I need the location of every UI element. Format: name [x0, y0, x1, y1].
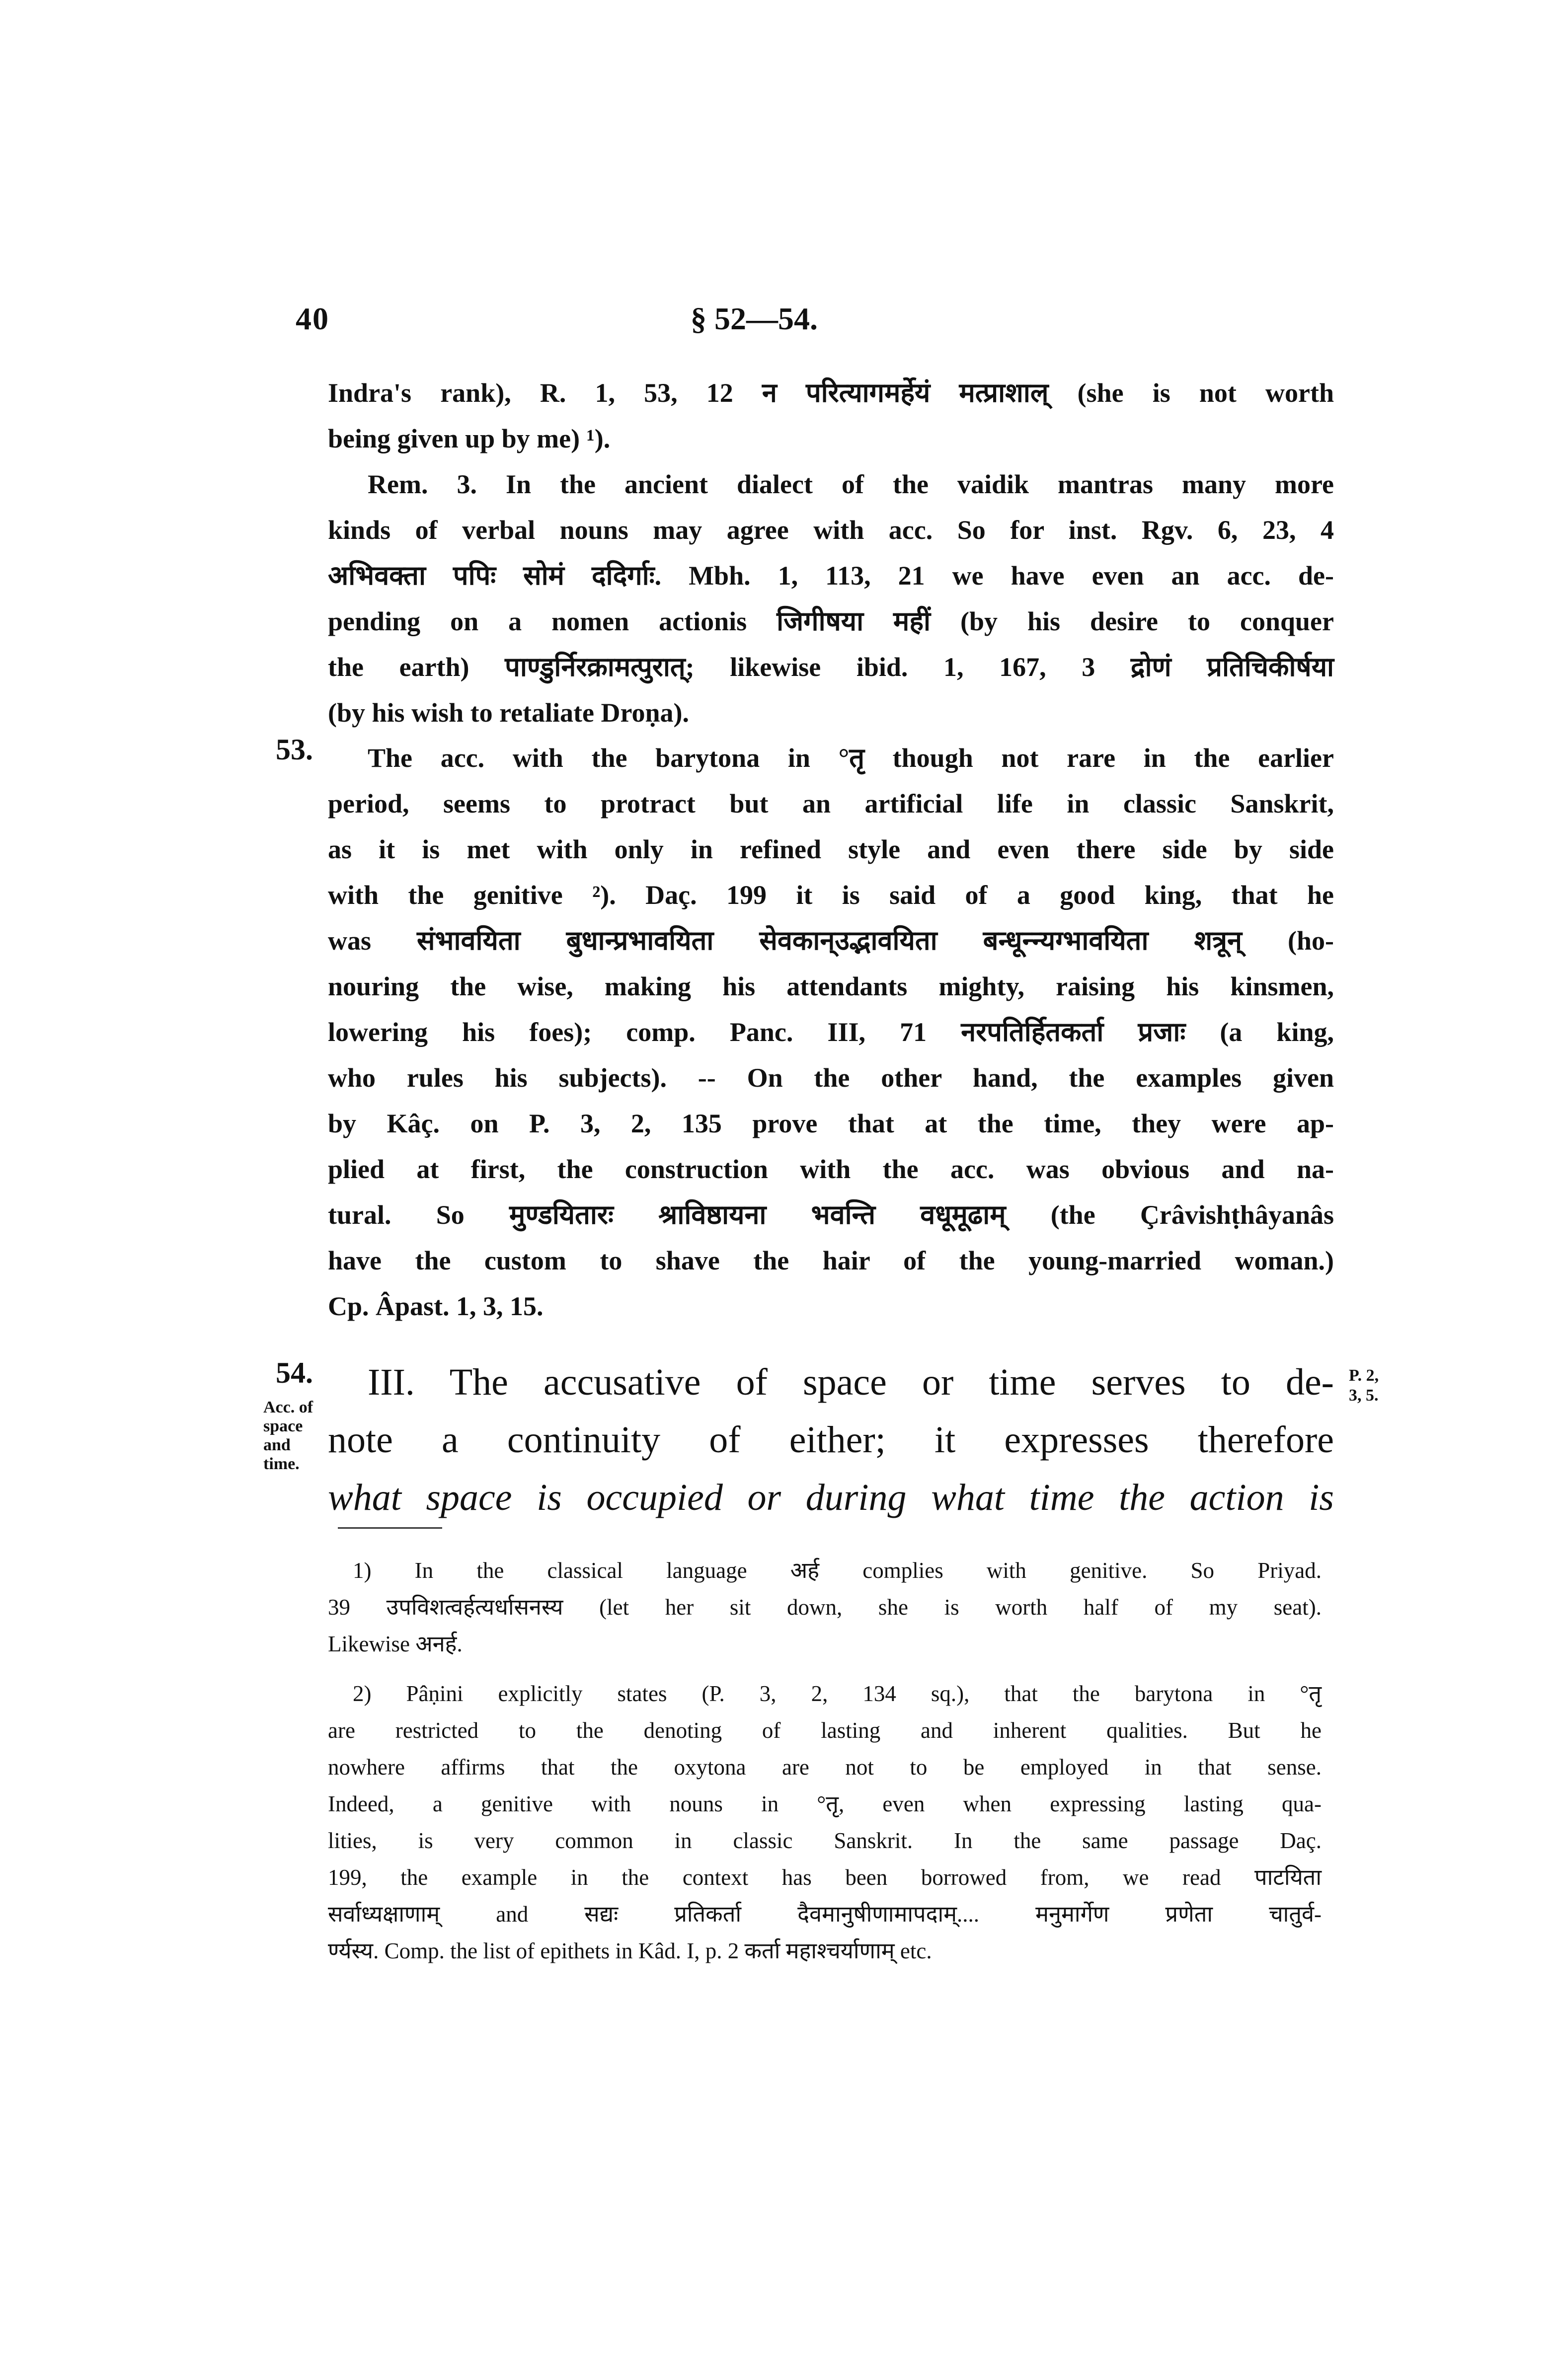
footnote-line: सर्वाध्यक्षाणाम् and सद्यः प्रतिकर्ता दैवमानुषीणामापदाम्.... मनुमार्गेण प्रणेता चातुर्व- — [328, 1902, 1322, 1927]
text-line: kinds of verbal nouns may agree with acc. So for inst. Rgv. 6, 23, 4 — [328, 515, 1334, 545]
margin-note-line: Acc. of — [263, 1398, 313, 1416]
margin-note-line: time. — [263, 1455, 300, 1473]
margin-note-line: space — [263, 1417, 303, 1435]
section-number-53: 53. — [276, 733, 313, 766]
section-header: § 52—54. — [691, 301, 818, 336]
text-line: have the custom to shave the hair of the young-married woman.) — [328, 1246, 1334, 1275]
footnote-line: are restricted to the denoting of lasting and inherent qualities. But he — [328, 1718, 1322, 1743]
paragraph-53 — [328, 735, 1334, 1329]
margin-ref-line: 3, 5. — [1349, 1386, 1379, 1405]
text-line: who rules his subjects). -- On the other hand, the examples given — [328, 1063, 1334, 1093]
text-line: अभिवक्ता पपिः सोमं ददिर्गाः. Mbh. 1, 113, 21 we have even an acc. de- — [328, 561, 1334, 591]
paragraph-54 — [328, 1353, 1334, 1526]
text-line: (by his wish to retaliate Droṇa). — [328, 698, 689, 728]
text-line: The acc. with the barytona in °तृ though not rare in the earlier — [368, 743, 1334, 773]
text-line: note a continuity of either; it expresses therefore — [328, 1419, 1334, 1461]
text-line: Rem. 3. In the ancient dialect of the vaidik mantras many more — [368, 469, 1334, 499]
footnote-line: Likewise अनर्ह. — [328, 1632, 463, 1656]
text-line: was संभावयिता बुधान्प्रभावयिता सेवकान्उद्भावयिता बन्धून्न्यग्भावयिता शत्रून् (ho- — [328, 926, 1334, 956]
text-line: period, seems to protract but an artificial life in classic Sanskrit, — [328, 789, 1334, 818]
section-number-54: 54. — [276, 1356, 313, 1389]
footnote-line: 39 उपविशत्वर्हत्यर्धासनस्य (let her sit down, she is worth half of my seat). — [328, 1595, 1322, 1620]
text-line: III. The accusative of space or time serves to de- — [368, 1361, 1334, 1403]
footnote-line: 1) In the classical language अर्ह complies with genitive. So Priyad. — [353, 1558, 1322, 1583]
text-line: pending on a nomen actionis जिगीषया महीं (by his desire to conquer — [328, 606, 1334, 636]
footnote-line: 2) Pâṇini explicitly states (P. 3, 2, 134 sq.), that the barytona in °तृ — [353, 1681, 1322, 1706]
text-line: being given up by me) ¹). — [328, 424, 611, 453]
footnote-line: nowhere affirms that the oxytona are not to be employed in that sense. — [328, 1755, 1322, 1780]
footnote-line: Indeed, a genitive with nouns in °तृ, even when expressing lasting qua- — [328, 1791, 1322, 1816]
text-line: Cp. Âpast. 1, 3, 15. — [328, 1291, 544, 1321]
page-number: 40 — [296, 301, 329, 336]
text-line: the earth) पाण्डुर्निरक्रामत्पुरात्; likewise ibid. 1, 167, 3 द्रोणं प्रतिचिकीर्षया — [328, 652, 1334, 682]
text-line: with the genitive ²). Daç. 199 it is said of a good king, that he — [328, 880, 1334, 910]
footnote-line: र्ण्यस्य. Comp. the list of epithets in Kâd. I, p. 2 कर्ता महाश्चर्याणाम् etc. — [328, 1938, 932, 1963]
text-line: what space is occupied or during what time the action is — [328, 1477, 1334, 1518]
text-line: lowering his foes); comp. Panc. III, 71 नरपतिर्हितकर्ता प्रजाः (a king, — [328, 1017, 1334, 1047]
right-margin-reference — [1349, 1366, 1379, 1406]
text-line: by Kâç. on P. 3, 2, 135 prove that at the time, they were ap- — [328, 1109, 1334, 1138]
margin-note — [263, 1398, 318, 1474]
footnotes — [328, 1552, 1322, 1969]
footnote-divider — [338, 1527, 442, 1529]
text-line: plied at first, the construction with the acc. was obvious and na- — [328, 1154, 1334, 1184]
margin-ref-line: P. 2, — [1349, 1366, 1379, 1385]
footnote-line: 199, the example in the context has been borrowed from, we read पाटयिता — [328, 1865, 1322, 1890]
text-line: tural. So मुण्डयितारः श्राविष्ठायना भवन्ति वधूमूढाम् (the Çrâvishṭhâyanâs — [328, 1200, 1334, 1230]
footnote-line: lities, is very common in classic Sanskrit. In the same passage Daç. — [328, 1828, 1322, 1853]
text-line: nouring the wise, making his attendants mighty, raising his kinsmen, — [328, 971, 1334, 1001]
margin-note-line: and — [263, 1436, 291, 1454]
text-line: Indra's rank), R. 1, 53, 12 न परित्यागमर्हेयं मत्प्राशाल्‌ (she is not worth — [328, 378, 1334, 408]
paragraph-52-continuation — [328, 370, 1334, 736]
text-line: as it is met with only in refined style and even there side by side — [328, 834, 1334, 864]
